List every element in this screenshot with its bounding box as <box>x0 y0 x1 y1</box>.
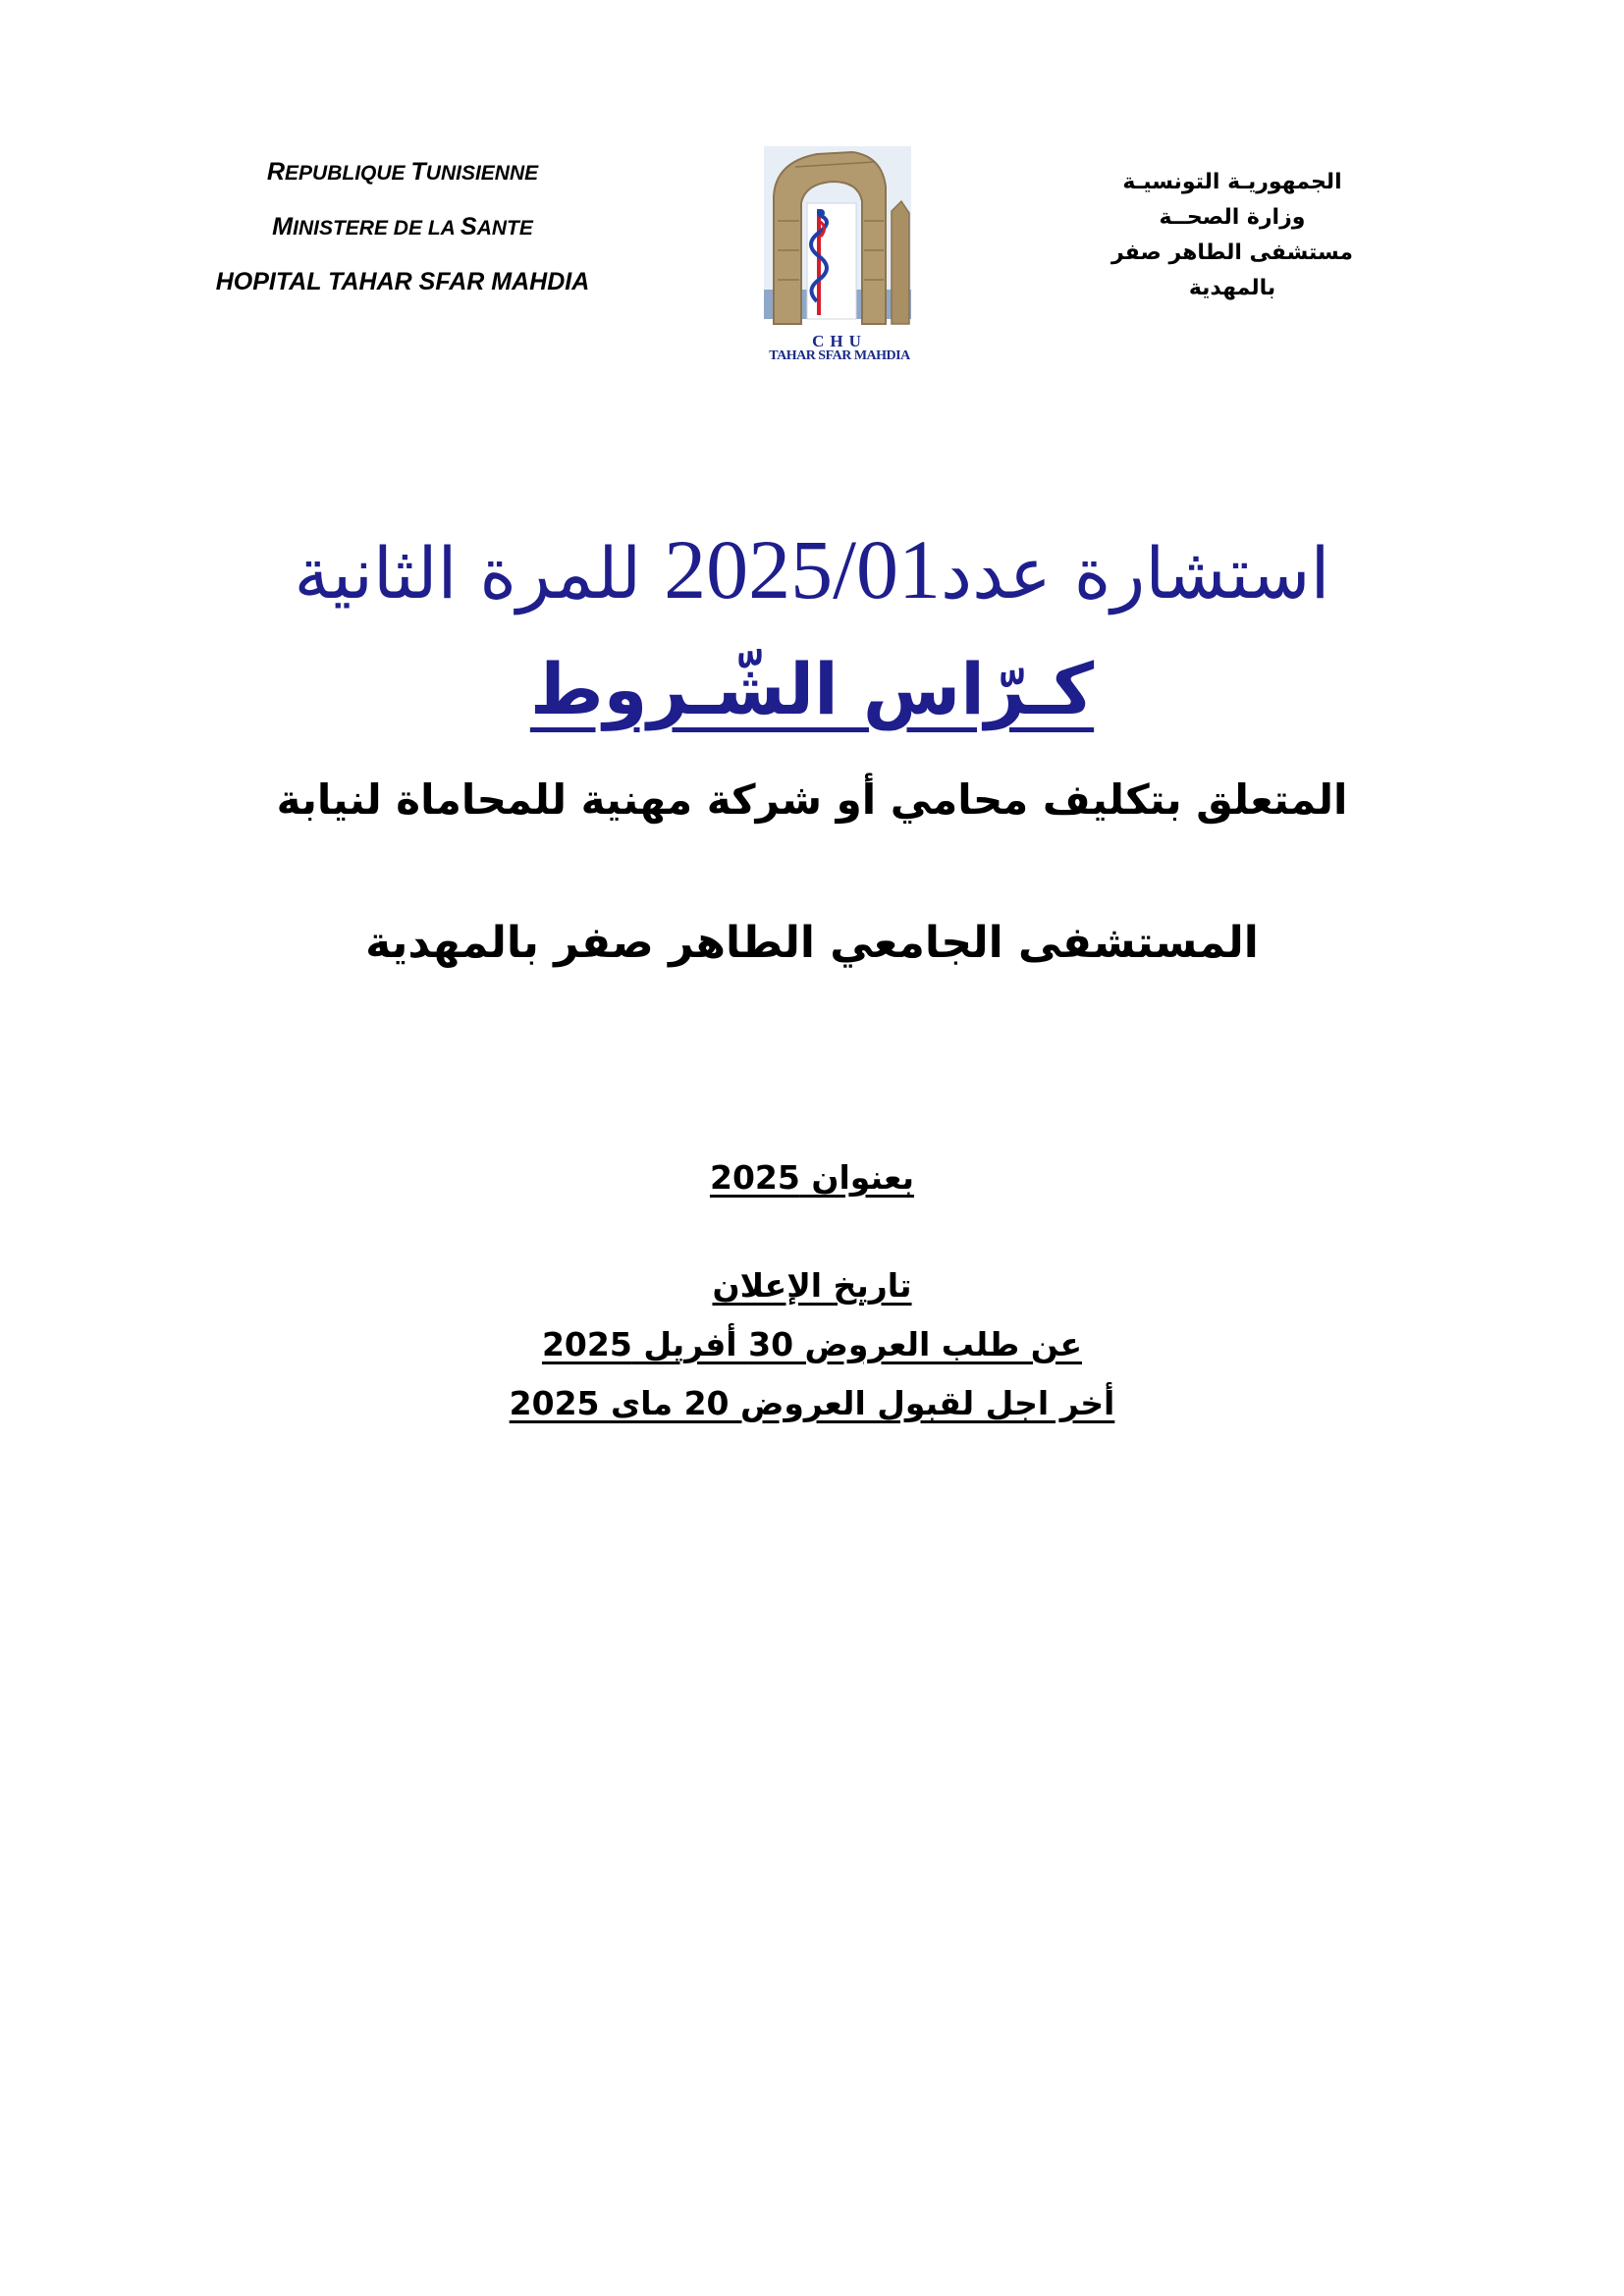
ministry-name-fr: MINISTERE DE LA SANTE <box>272 213 533 240</box>
deadline-date: أخر اجل لقبول العروض 20 ماى 2025 <box>509 1384 1115 1422</box>
year-heading: بعنوان 2025 <box>709 1158 914 1197</box>
title-prefix: استشارة عدد <box>941 532 1330 614</box>
republic-name-fr: REPUBLIQUE TUNISIENNE <box>266 158 539 186</box>
hospital-name-ar: مستشفى الطاهر صفر بالمهدية <box>1111 240 1353 300</box>
announcement-label: تاريخ الإعلان <box>712 1266 912 1305</box>
hospital-logo <box>756 142 923 373</box>
request-date: عن طلب العروض 30 أفريل 2025 <box>541 1325 1083 1363</box>
header-right-block <box>1070 165 1394 306</box>
republic-name-ar: الجمهوريـة التونسيـة <box>1122 170 1342 194</box>
logo-caption-chu: CHU <box>812 332 867 350</box>
consultation-title <box>0 520 1624 618</box>
header-left-block <box>187 152 619 296</box>
hospital-name-fr: HOPITAL TAHAR SFAR MAHDIA <box>215 268 590 295</box>
ministry-name-ar: وزارة الصحــة <box>1159 205 1306 230</box>
arch-monument-icon <box>756 142 923 334</box>
consultation-number: 2025/01 <box>664 522 942 616</box>
subject-line: المتعلق بتكليف محامي أو شركة مهنية للمحاماة لنيابة <box>276 775 1348 824</box>
logo-caption-name: TAHAR SFAR MAHDIA <box>769 348 910 363</box>
title-suffix: للمرة الثانية <box>294 532 642 614</box>
hospital-line: المستشفى الجامعي الطاهر صفر بالمهدية <box>365 918 1259 968</box>
specifications-title: كـرّاس الشّـروط <box>529 648 1095 730</box>
